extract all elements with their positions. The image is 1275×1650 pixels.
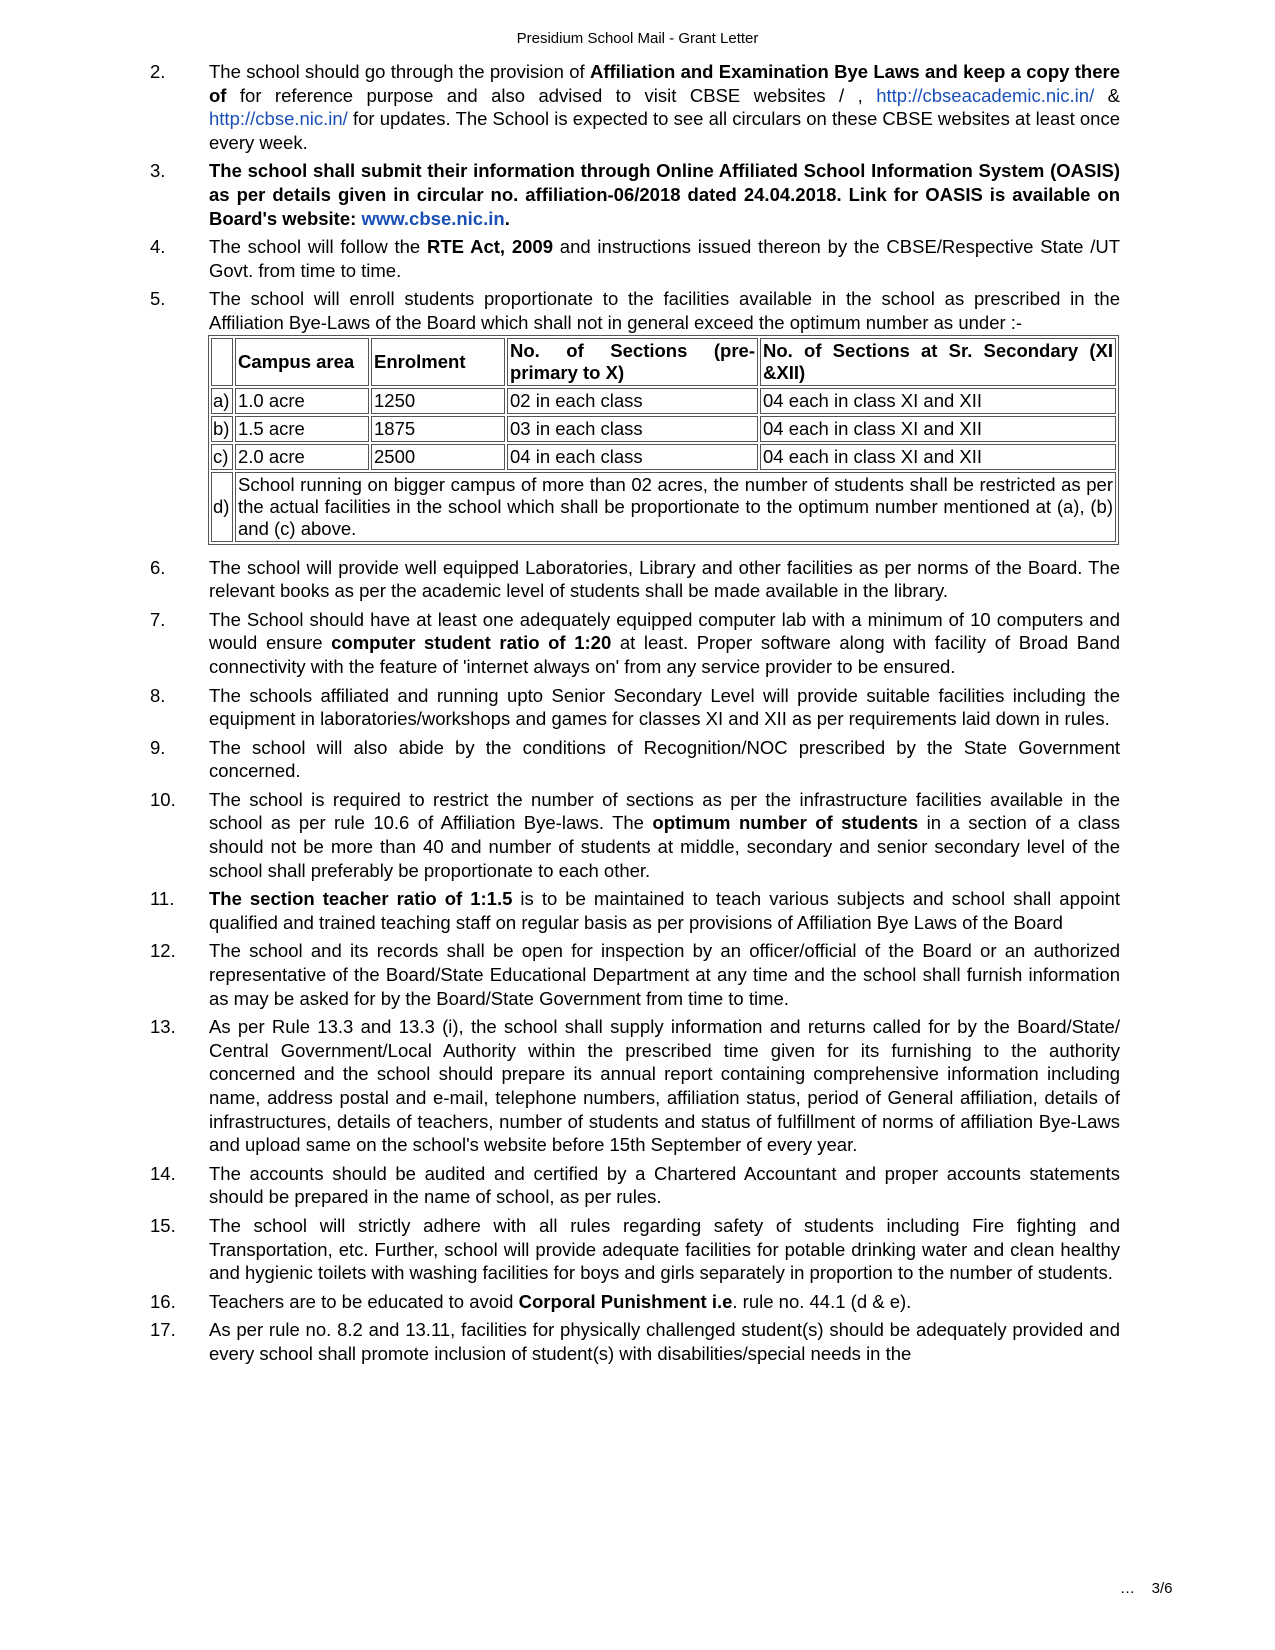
bold-text: optimum number of students	[652, 812, 919, 834]
condition-item	[150, 788, 1120, 882]
table-note: School running on bigger campus of more than 02 acres, the number of students shall be restricted as per the actual facilities in the school which shall be proportionate to the optimum number mentioned at (a), (b) and (c) above.	[235, 472, 1116, 542]
item-paragraph	[209, 1290, 1120, 1314]
column-header: No. of Sections at Sr. Secondary (XI &XII)	[760, 338, 1116, 386]
text-run: The school will follow the	[209, 236, 427, 258]
text-run: and instructions issued thereon by the CBSE/Respective State /UT Govt. from time to time.	[209, 236, 1121, 281]
item-text	[209, 235, 1120, 282]
item-paragraph	[209, 159, 1120, 230]
row-key: d)	[211, 472, 233, 542]
text-run: at least. Proper software along with facility of Broad Band connectivity with the feature of 'internet always on' from any service provider to be ensured.	[209, 632, 1120, 677]
column-header: Campus area	[235, 338, 369, 386]
text-run: for reference purpose and also advised to visit CBSE websites / ,	[226, 84, 877, 106]
page-number: 3/6	[1151, 1580, 1173, 1597]
item-number: 13.	[150, 1016, 176, 1038]
text-run: The School should have at least one adequately equipped computer lab with a minimum of 10 computers and would ensure	[209, 608, 1120, 654]
text-run: for updates. The School is expected to see all circulars on these CBSE websites at least once every week.	[209, 108, 1120, 153]
website-link[interactable]: www.cbse.nic.in	[361, 207, 505, 229]
table-cell: 03 in each class	[507, 416, 758, 442]
item-paragraph	[209, 939, 1120, 1010]
text-run: The schools affiliated and running upto Senior Secondary Level will provide suitable facilities including the equipment in laboratories/workshops and games for classes XI and XII as per requirements laid down in rules.	[209, 684, 1120, 730]
bold-text: computer student ratio of 1:20	[331, 632, 612, 654]
item-number: 11.	[150, 888, 175, 910]
table-row	[211, 416, 1116, 442]
bold-text: Affiliation and Examination Bye Laws and keep a copy there of	[209, 61, 1120, 106]
item-text	[209, 736, 1120, 783]
table-cell: 04 in each class	[507, 444, 758, 470]
condition-item	[150, 1162, 1120, 1209]
item-paragraph	[209, 1015, 1120, 1157]
row-key: b)	[211, 416, 233, 442]
text-run: The school will also abide by the conditions of Recognition/NOC prescribed by the State Government concerned.	[209, 736, 1120, 782]
item-text	[209, 1015, 1120, 1157]
row-key: a)	[211, 388, 233, 414]
item-paragraph	[209, 1318, 1120, 1365]
item-text	[209, 788, 1120, 882]
column-header: No. of Sections (pre-primary to X)	[507, 338, 758, 386]
table-cell: 04 each in class XI and XII	[760, 416, 1116, 442]
item-number: 7.	[150, 608, 166, 630]
bold-text: The school shall submit their information through Online Affiliated School Information System (OASIS) as per details given in circular no. affiliation-06/2018 dated 24.04.2018. Link for OASIS is available on Board's website:	[209, 160, 1120, 229]
text-run: in a section of a class should not be more than 40 and number of students at middle, secondary and senior secondary level of the school shall preferably be proportionate to each other.	[209, 812, 1120, 881]
table-row	[211, 444, 1116, 470]
item-text	[209, 1318, 1120, 1365]
empty-header-cell	[211, 338, 233, 386]
item-text	[209, 684, 1120, 731]
item-number: 8.	[150, 684, 166, 706]
page-indicator	[1120, 1580, 1173, 1597]
text-run: The school will strictly adhere with all rules regarding safety of students including Fire fighting and Transportation, etc. Further, school will provide adequate facilities for potable drinking water and clean healthy and hygienic toilets with washing facilities for boys and girls separately in proportion to the number of students.	[209, 1214, 1120, 1284]
table-cell: 04 each in class XI and XII	[760, 388, 1116, 414]
item-text	[209, 287, 1120, 550]
bold-text: .	[504, 207, 510, 229]
text-run: The school should go through the provision of	[209, 61, 590, 82]
table-cell: 1875	[371, 416, 505, 442]
text-run: The school and its records shall be open for inspection by an officer/official of the Board or an authorized representative of the Board/State Educational Department at any time and the school shall furnish information as may be asked for by the Board/State Government from time to time.	[209, 940, 1120, 1009]
table-row	[211, 388, 1116, 414]
condition-item	[150, 159, 1120, 230]
text-run: &	[1094, 84, 1120, 106]
item-text	[209, 887, 1120, 934]
item-text	[209, 556, 1120, 603]
condition-item	[150, 1318, 1120, 1365]
table-cell: 1.0 acre	[235, 388, 369, 414]
conditions-list	[150, 60, 1120, 1371]
item-text	[209, 159, 1120, 230]
item-number: 10.	[150, 788, 176, 810]
item-paragraph	[209, 608, 1120, 679]
table-cell: 02 in each class	[507, 388, 758, 414]
page-header-title: Presidium School Mail - Grant Letter	[516, 30, 759, 47]
text-run: As per rule no. 8.2 and 13.11, facilities for physically challenged student(s) should be adequately provided and every school shall promote inclusion of student(s) with disabilities/special needs in the	[209, 1319, 1120, 1364]
item-number: 6.	[150, 556, 166, 578]
item-paragraph	[209, 736, 1120, 783]
item-paragraph	[209, 287, 1120, 334]
bold-text: The section teacher ratio of 1:1.5	[209, 888, 513, 910]
condition-item	[150, 887, 1120, 934]
text-run: The accounts should be audited and certified by a Chartered Accountant and proper accounts statements should be prepared in the name of school, as per rules.	[209, 1162, 1120, 1208]
condition-item	[150, 939, 1120, 1010]
condition-item	[150, 684, 1120, 731]
condition-item	[150, 1214, 1120, 1285]
item-number: 15.	[150, 1214, 176, 1236]
table-cell: 1250	[371, 388, 505, 414]
column-header: Enrolment	[371, 338, 505, 386]
table-cell: 2.0 acre	[235, 444, 369, 470]
item-text	[209, 60, 1120, 154]
item-paragraph	[209, 887, 1120, 934]
item-text	[209, 1214, 1120, 1285]
condition-item	[150, 235, 1120, 282]
text-run: The school is required to restrict the number of sections as per the infrastructure facilities available in the school as per rule 10.6 of Affiliation Bye-laws. The	[209, 788, 1120, 834]
bold-text: RTE Act, 2009	[427, 236, 553, 258]
item-number: 16.	[150, 1290, 176, 1312]
item-text	[209, 1162, 1120, 1209]
condition-item	[150, 608, 1120, 679]
item-paragraph	[209, 788, 1120, 882]
table-header-row	[211, 338, 1116, 386]
item-paragraph	[209, 556, 1120, 603]
condition-item	[150, 1015, 1120, 1157]
item-text	[209, 939, 1120, 1010]
sections-table	[208, 335, 1119, 545]
item-text	[209, 1290, 1120, 1314]
item-number: 2.	[150, 61, 166, 82]
condition-item	[150, 287, 1120, 550]
text-run: is to be maintained to teach various subjects and school shall appoint qualified and trained teaching staff on regular basis as per provisions of Affiliation Bye Laws of the Board	[209, 888, 1120, 933]
condition-item	[150, 60, 1120, 154]
item-paragraph	[209, 1162, 1120, 1209]
text-run: Teachers are to be educated to avoid	[209, 1290, 519, 1312]
website-link[interactable]: http://cbseacademic.nic.in/	[876, 84, 1095, 106]
item-paragraph	[209, 235, 1120, 282]
table-cell: 04 each in class XI and XII	[760, 444, 1116, 470]
item-paragraph	[209, 1214, 1120, 1285]
item-number: 4.	[150, 236, 166, 258]
text-run: The school will enroll students proportionate to the facilities available in the school as prescribed in the Affiliation Bye-Laws of the Board which shall not in general exceed the optimum number as under :-	[209, 288, 1120, 333]
item-text	[209, 608, 1120, 679]
table-cell: 1.5 acre	[235, 416, 369, 442]
item-number: 17.	[150, 1319, 176, 1341]
item-number: 12.	[150, 940, 176, 962]
item-number: 9.	[150, 736, 166, 758]
website-link[interactable]: http://cbse.nic.in/	[209, 108, 348, 130]
text-run: As per Rule 13.3 and 13.3 (i), the school shall supply information and returns called for by the Board/State/ Central Government/Local Authority within the prescribed time given for its furnishing to the authority concerned and the school should prepare its annual report containing comprehensive information including name, address postal and e-mail, telephone numbers, affiliation status, period of General affiliation, details of infrastructures, details of teachers, number of students and status of fulfillment of norms of affiliation Bye-Laws and upload same on the school's website before 15th September of every year.	[209, 1016, 1120, 1156]
condition-item	[150, 736, 1120, 783]
table-note-row	[211, 472, 1116, 542]
item-paragraph	[209, 60, 1120, 154]
item-number: 14.	[150, 1162, 176, 1184]
table-cell: 2500	[371, 444, 505, 470]
bold-text: Corporal Punishment i.e	[518, 1290, 733, 1312]
text-run: . rule no. 44.1 (d & e).	[732, 1290, 912, 1312]
row-key: c)	[211, 444, 233, 470]
condition-item	[150, 556, 1120, 603]
item-number: 5.	[150, 288, 166, 310]
item-number: 3.	[150, 160, 166, 182]
condition-item	[150, 1290, 1120, 1314]
text-run: The school will provide well equipped Laboratories, Library and other facilities as per norms of the Board. The relevant books as per the academic level of students shall be made available in the library.	[209, 556, 1120, 602]
item-paragraph	[209, 684, 1120, 731]
ellipsis: …	[1120, 1580, 1135, 1597]
